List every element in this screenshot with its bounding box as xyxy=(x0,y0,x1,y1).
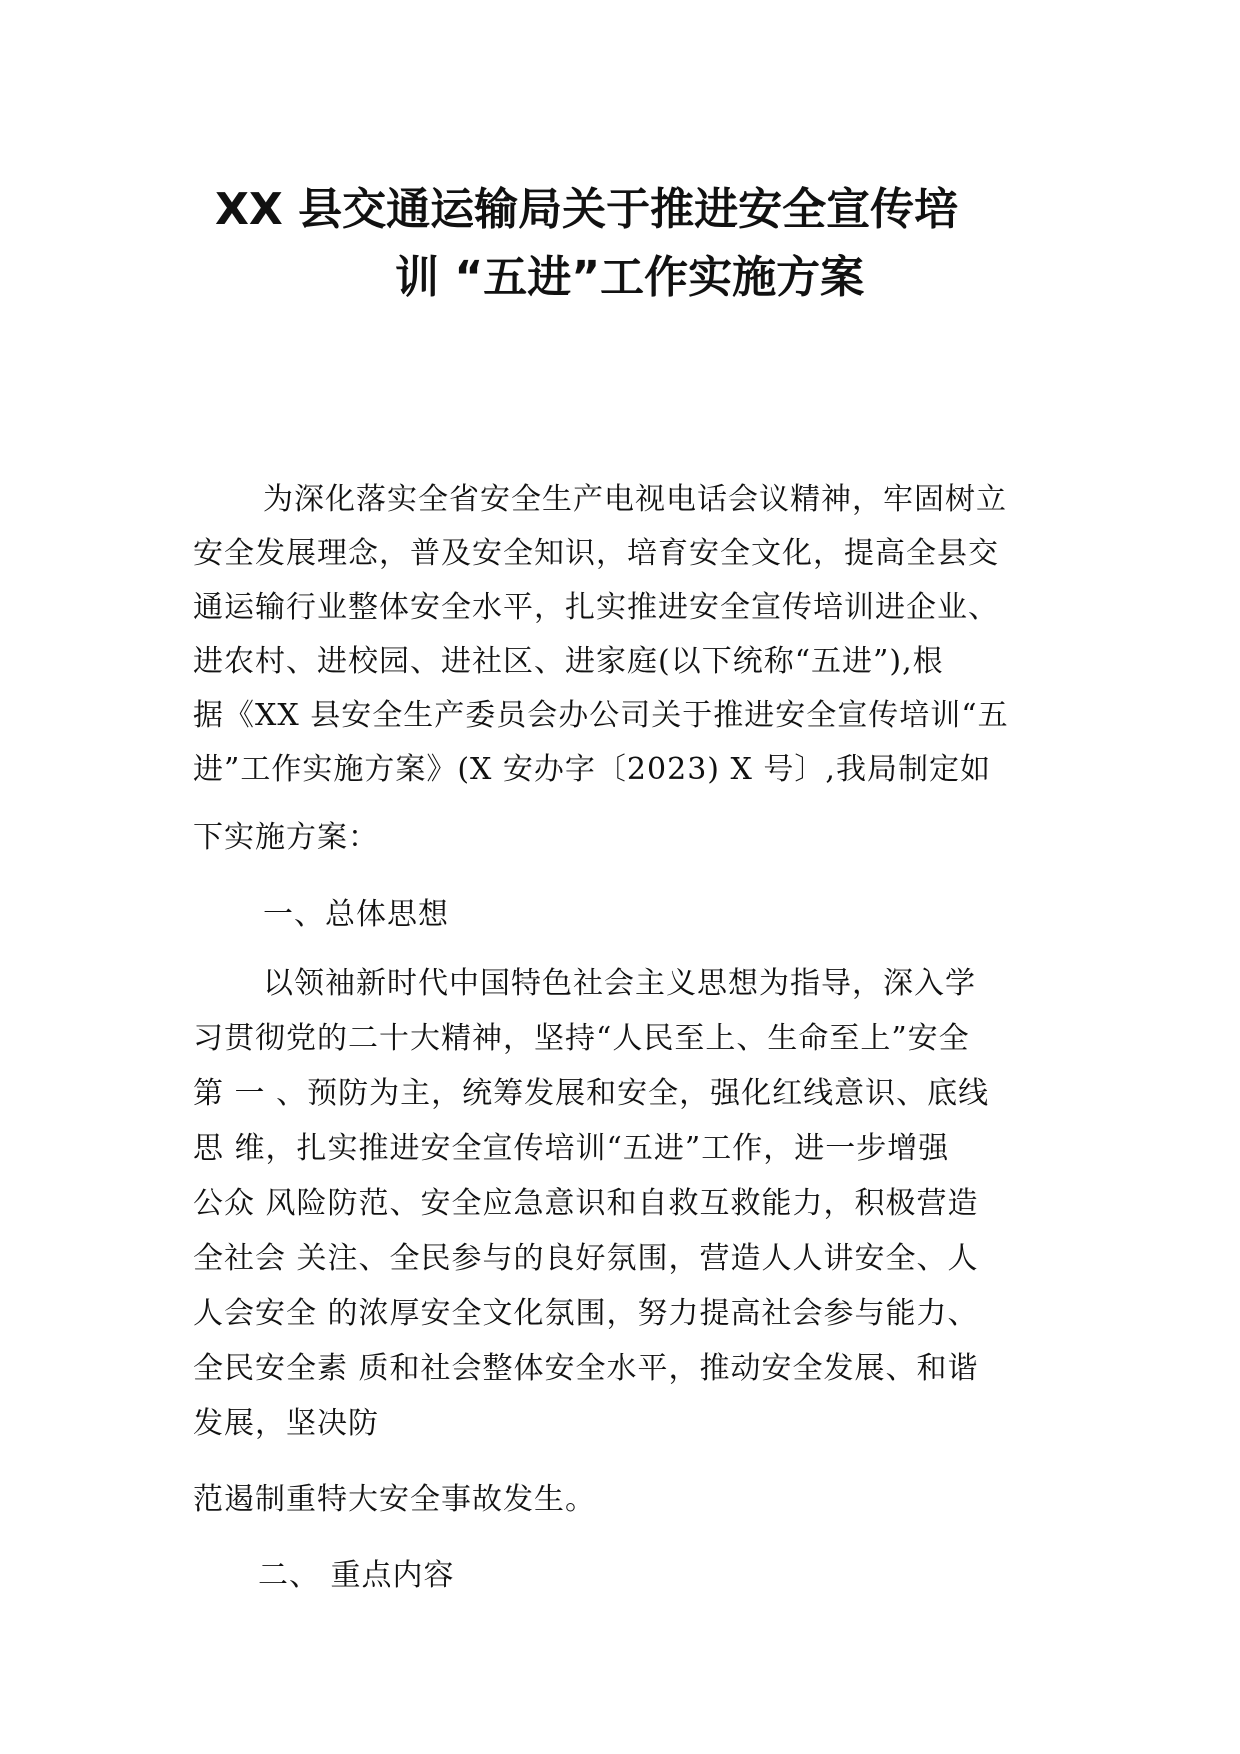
section1-line: 发展，坚决防 xyxy=(193,1406,379,1441)
intro-line: 安全发展理念，普及安全知识，培育安全文化，提高全县交 xyxy=(193,536,999,571)
section1-line: 全民安全素 质和社会整体安全水平，推动安全发展、和谐 xyxy=(193,1351,979,1386)
section-heading-key-content: 二、 重点内容 xyxy=(258,1558,455,1593)
document-title-line-2: 训 “五进”工作实施方案 xyxy=(395,252,865,303)
section1-line: 全社会 关注、全民参与的良好氛围，营造人人讲安全、人 xyxy=(193,1241,979,1276)
section-heading-overall-idea: 一、总体思想 xyxy=(263,897,449,932)
intro-line: 为深化落实全省安全生产电视电话会议精神，牢固树立 xyxy=(263,482,1007,517)
section1-line: 思 维，扎实推进安全宣传培训“五进”工作，进一步增强 xyxy=(193,1131,950,1166)
intro-line: 据《XX 县安全生产委员会办公司关于推进安全宣传培训“五 xyxy=(193,698,1009,733)
section1-line: 习贯彻党的二十大精神，坚持“人民至上、生命至上”安全 xyxy=(193,1021,970,1056)
section1-line: 以领袖新时代中国特色社会主义思想为指导，深入学 xyxy=(263,966,976,1001)
section1-line: 公众 风险防范、安全应急意识和自救互救能力，积极营造 xyxy=(193,1186,979,1221)
section1-line: 范遏制重特大安全事故发生。 xyxy=(193,1482,596,1517)
intro-line: 通运输行业整体安全水平，扎实推进安全宣传培训进企业、 xyxy=(193,590,999,625)
intro-line: 进”工作实施方案》(X 安办字〔2023) X 号〕,我局制定如 xyxy=(193,752,991,787)
document-title-line-1: XX 县交通运输局关于推进安全宣传培 xyxy=(215,184,959,235)
intro-line: 下实施方案： xyxy=(193,820,379,855)
section1-line: 第 一 、预防为主，统筹发展和安全，强化红线意识、底线 xyxy=(193,1076,990,1111)
section1-line: 人会安全 的浓厚安全文化氛围，努力提高社会参与能力、 xyxy=(193,1296,979,1331)
intro-line: 进农村、进校园、进社区、进家庭(以下统称“五进”),根 xyxy=(193,644,944,679)
